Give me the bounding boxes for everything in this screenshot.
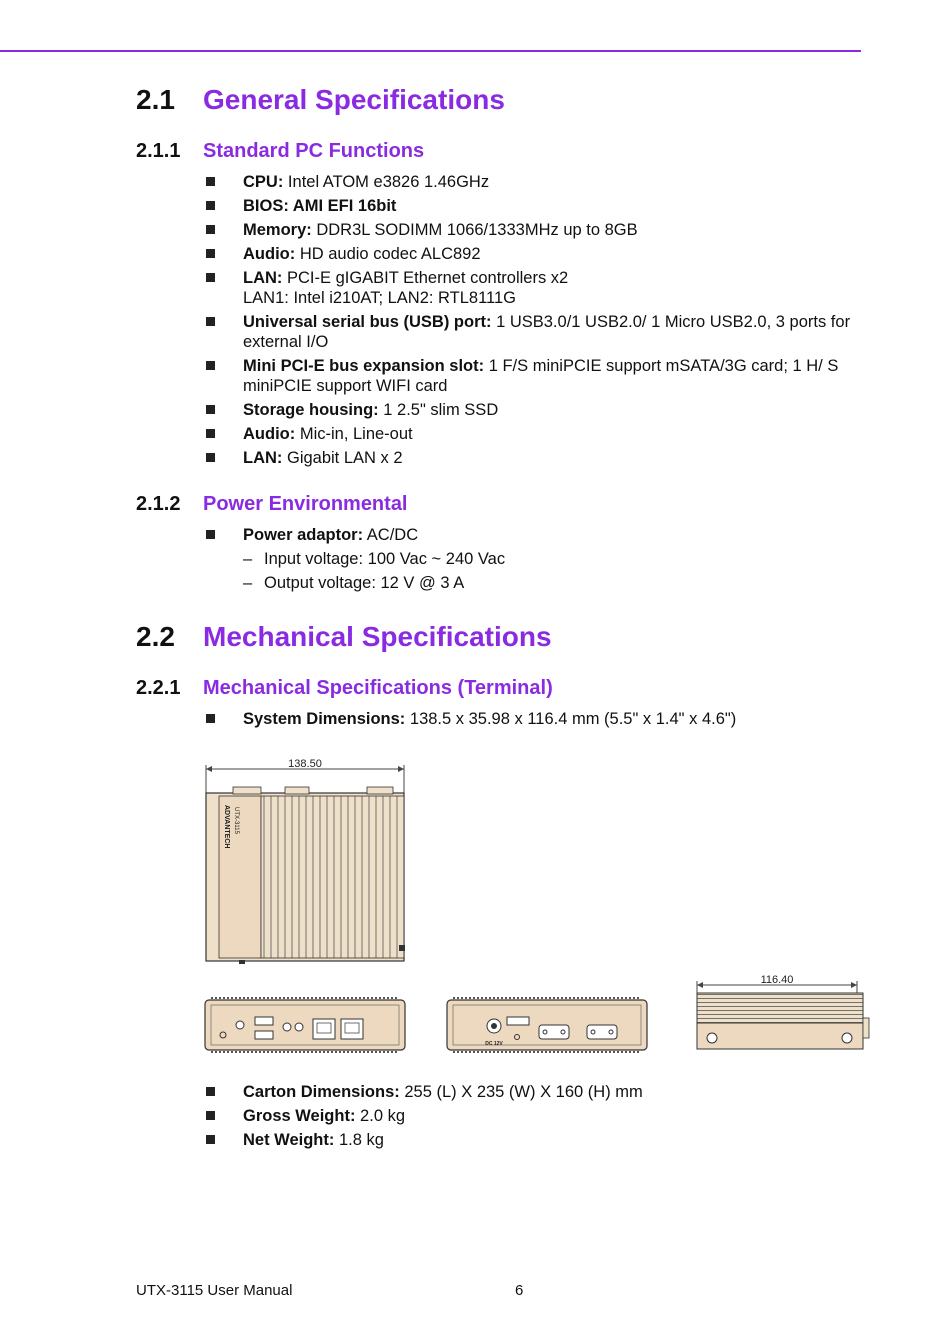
square-bullet-icon xyxy=(206,1111,215,1120)
mechanical-drawing xyxy=(195,755,885,1065)
footer-manual-title: UTX-3115 User Manual xyxy=(136,1282,293,1299)
item-text: Output voltage: 12 V @ 3 A xyxy=(264,574,465,592)
item-label: LAN: xyxy=(243,449,283,467)
item-text: Gigabit LAN x 2 xyxy=(282,449,403,467)
footer-page-number: 6 xyxy=(515,1282,524,1299)
list-item xyxy=(206,1106,866,1126)
packaging-list xyxy=(206,1082,866,1154)
item-label: Memory: xyxy=(243,221,312,239)
item-text: PCI-E gIGABIT Ethernet controllers x2 xyxy=(282,269,569,287)
section-heading-2-2 xyxy=(136,621,552,653)
dash-marker: – xyxy=(243,550,253,568)
section-title: General Specifications xyxy=(203,84,505,115)
brand-logo: ADVANTECH xyxy=(223,805,230,849)
subsection-number: 2.1.1 xyxy=(136,140,181,162)
item-text: 2.0 kg xyxy=(355,1107,406,1125)
item-text: 255 (L) X 235 (W) X 160 (H) mm xyxy=(399,1083,643,1101)
square-bullet-icon xyxy=(206,429,215,438)
item-text: 1 F/S miniPCIE support mSATA/3G card; 1 H/ S miniPCIE support WIFI card xyxy=(243,357,839,395)
square-bullet-icon xyxy=(206,1135,215,1144)
square-bullet-icon xyxy=(206,317,215,326)
square-bullet-icon xyxy=(206,453,215,462)
subsection-title: Power Environmental xyxy=(203,493,408,515)
square-bullet-icon xyxy=(206,249,215,258)
subsection-heading-2-1-1 xyxy=(136,140,424,163)
item-label: Storage housing: xyxy=(243,401,379,419)
width-dimension-label: 138.50 xyxy=(288,758,322,770)
section-heading-2-1 xyxy=(136,84,505,116)
model-label: UTX-3115 xyxy=(233,807,239,834)
item-text: AC/DC xyxy=(363,526,419,544)
item-text: 1 2.5" slim SSD xyxy=(378,401,499,419)
sub-list-item xyxy=(206,573,866,593)
subsection-title: Standard PC Functions xyxy=(203,140,425,162)
dc-input-label: DC 12V xyxy=(485,1041,503,1047)
item-label: Gross Weight: xyxy=(243,1107,356,1125)
item-label: LAN: xyxy=(243,269,283,287)
item-text: HD audio codec ALC892 xyxy=(295,245,481,263)
item-label: Mini PCI-E bus expansion slot: xyxy=(243,357,485,375)
subsection-number: 2.1.2 xyxy=(136,493,181,515)
item-label: Power adaptor: xyxy=(243,526,364,544)
list-item xyxy=(206,312,866,352)
list-item xyxy=(206,196,866,216)
rear-view-drawing xyxy=(447,998,647,1052)
list-item xyxy=(206,220,866,240)
item-text: 138.5 x 35.98 x 116.4 mm (5.5" x 1.4" x 4.6") xyxy=(405,710,737,728)
header-rule xyxy=(0,50,861,52)
square-bullet-icon xyxy=(206,405,215,414)
square-bullet-icon xyxy=(206,225,215,234)
standard-pc-functions-list xyxy=(206,172,866,472)
subsection-heading-2-1-2 xyxy=(136,493,408,516)
list-item xyxy=(206,1130,866,1150)
list-item xyxy=(206,1082,866,1102)
item-text: Input voltage: 100 Vac ~ 240 Vac xyxy=(264,550,506,568)
top-view-drawing xyxy=(206,758,405,964)
square-bullet-icon xyxy=(206,361,215,370)
item-label: System Dimensions: xyxy=(243,710,406,728)
square-bullet-icon xyxy=(206,177,215,186)
list-item xyxy=(206,424,866,444)
item-label: Universal serial bus (USB) port: xyxy=(243,313,492,331)
list-item xyxy=(206,709,866,729)
item-text: Intel ATOM e3826 1.46GHz xyxy=(283,173,490,191)
section-title: Mechanical Specifications xyxy=(203,621,552,652)
subsection-title: Mechanical Specifications (Terminal) xyxy=(203,677,553,699)
square-bullet-icon xyxy=(206,273,215,282)
item-text: Mic-in, Line-out xyxy=(295,425,413,443)
list-item xyxy=(206,268,866,308)
square-bullet-icon xyxy=(206,201,215,210)
side-view-drawing xyxy=(697,974,869,1049)
list-item xyxy=(206,244,866,264)
system-dimensions-list xyxy=(206,709,866,733)
item-label: CPU: xyxy=(243,173,284,191)
list-item xyxy=(206,172,866,192)
item-text: 1 USB3.0/1 USB2.0/ 1 Micro USB2.0, 3 ports for external I/O xyxy=(243,313,851,351)
item-label: Carton Dimensions: xyxy=(243,1083,400,1101)
item-label: Audio: xyxy=(243,425,296,443)
item-label: BIOS: AMI EFI 16bit xyxy=(243,197,397,215)
list-item xyxy=(206,525,866,545)
sub-list-item xyxy=(206,549,866,569)
list-item xyxy=(206,400,866,420)
front-view-drawing xyxy=(205,998,405,1052)
square-bullet-icon xyxy=(206,1087,215,1096)
square-bullet-icon xyxy=(206,530,215,539)
list-item xyxy=(206,356,866,396)
item-text: 1.8 kg xyxy=(334,1131,384,1149)
section-number: 2.2 xyxy=(136,621,175,652)
dash-marker: – xyxy=(243,574,253,592)
depth-dimension-label: 116.40 xyxy=(760,974,794,986)
square-bullet-icon xyxy=(206,714,215,723)
item-text: DDR3L SODIMM 1066/1333MHz up to 8GB xyxy=(311,221,638,239)
item-label: Audio: xyxy=(243,245,296,263)
power-environmental-list xyxy=(206,525,866,597)
list-item xyxy=(206,448,866,468)
subsection-heading-2-2-1 xyxy=(136,677,553,700)
item-label: Net Weight: xyxy=(243,1131,335,1149)
item-text-second-line: LAN1: Intel i210AT; LAN2: RTL8111G xyxy=(243,289,517,307)
section-number: 2.1 xyxy=(136,84,175,115)
subsection-number: 2.2.1 xyxy=(136,677,181,699)
